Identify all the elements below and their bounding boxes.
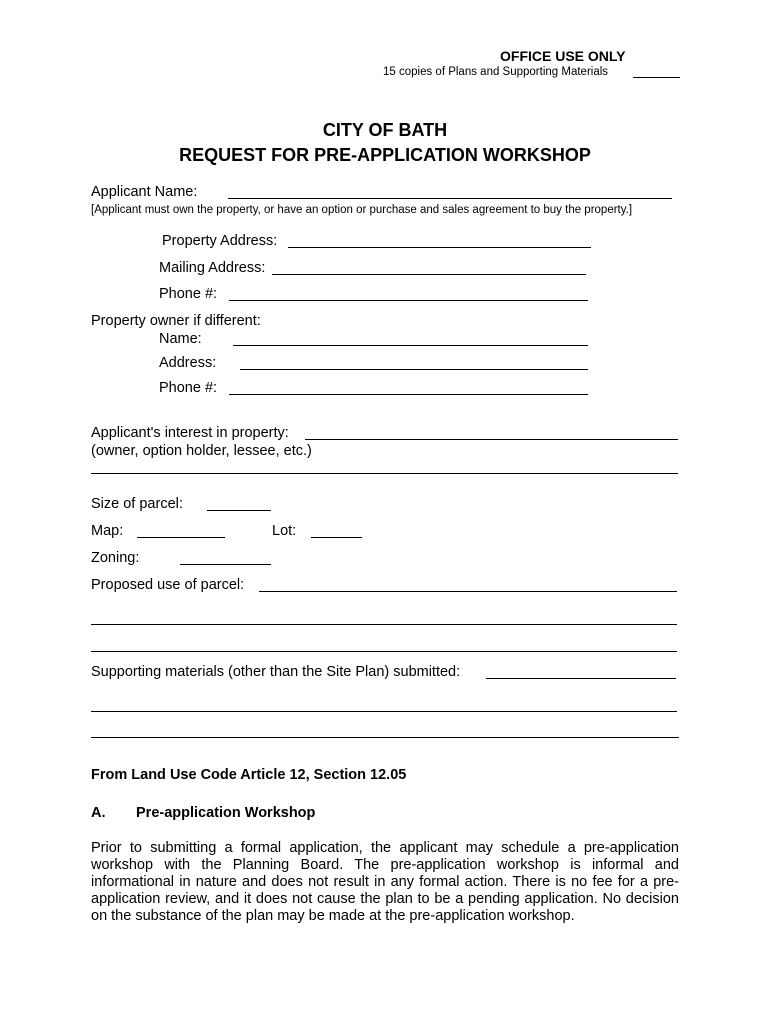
- map-field[interactable]: [137, 537, 225, 538]
- supporting-materials-field-line3[interactable]: [91, 737, 679, 738]
- section-title: Pre-application Workshop: [136, 805, 316, 821]
- property-address-field[interactable]: [288, 247, 591, 248]
- lot-field[interactable]: [311, 537, 362, 538]
- zoning-label: Zoning:: [91, 550, 140, 566]
- owner-phone-field[interactable]: [229, 394, 588, 395]
- owner-heading: Property owner if different:: [91, 313, 261, 329]
- proposed-use-field[interactable]: [259, 591, 677, 592]
- zoning-field[interactable]: [180, 564, 271, 565]
- copies-label: 15 copies of Plans and Supporting Materials: [383, 66, 609, 78]
- proposed-use-field-line2[interactable]: [91, 624, 677, 625]
- map-label: Map:: [91, 523, 124, 539]
- section-letter: A.: [91, 805, 106, 821]
- lot-label: Lot:: [272, 523, 297, 539]
- supporting-materials-label: Supporting materials (other than the Site Plan) submitted:: [91, 664, 461, 680]
- applicant-name-label: Applicant Name:: [91, 184, 198, 200]
- supporting-materials-field-line2[interactable]: [91, 711, 677, 712]
- owner-phone-label: Phone #:: [159, 380, 218, 396]
- owner-address-label: Address:: [159, 355, 217, 371]
- supporting-materials-field[interactable]: [486, 678, 676, 679]
- size-of-parcel-label: Size of parcel:: [91, 496, 183, 512]
- owner-address-field[interactable]: [240, 369, 588, 370]
- office-use-title: OFFICE USE ONLY: [500, 48, 626, 64]
- applicant-note: [Applicant must own the property, or have an option or purchase and sales agreement to buy the property.]: [91, 204, 633, 216]
- code-heading: From Land Use Code Article 12, Section 12.05: [91, 767, 407, 783]
- page-title-line1: CITY OF BATH: [322, 120, 448, 140]
- proposed-use-label: Proposed use of parcel:: [91, 577, 245, 593]
- mailing-address-field[interactable]: [272, 274, 586, 275]
- mailing-address-label: Mailing Address:: [159, 260, 266, 276]
- applicant-name-field[interactable]: [228, 198, 672, 199]
- size-of-parcel-field[interactable]: [207, 510, 271, 511]
- proposed-use-field-line3[interactable]: [91, 651, 677, 652]
- interest-hint: (owner, option holder, lessee, etc.): [91, 443, 312, 459]
- interest-field-line2[interactable]: [91, 473, 678, 474]
- applicant-phone-label: Phone #:: [159, 286, 218, 302]
- interest-label: Applicant's interest in property:: [91, 425, 289, 441]
- property-address-label: Property Address:: [162, 233, 278, 249]
- applicant-phone-field[interactable]: [229, 300, 588, 301]
- page-title-line2: REQUEST FOR PRE-APPLICATION WORKSHOP: [179, 145, 591, 165]
- copies-field[interactable]: [633, 77, 680, 78]
- owner-name-label: Name:: [159, 331, 202, 347]
- owner-name-field[interactable]: [233, 345, 588, 346]
- interest-field[interactable]: [305, 439, 678, 440]
- code-paragraph: Prior to submitting a formal application, the applicant may schedule a pre-application workshop with the Planning Board. The pre-application workshop is informal and informational in nature and does not result in any formal action. There is no fee for a pre-application review, and it does not cause the plan to be a pending application. No decision on the substance of the plan may be made at the pre-application workshop.: [91, 840, 679, 924]
